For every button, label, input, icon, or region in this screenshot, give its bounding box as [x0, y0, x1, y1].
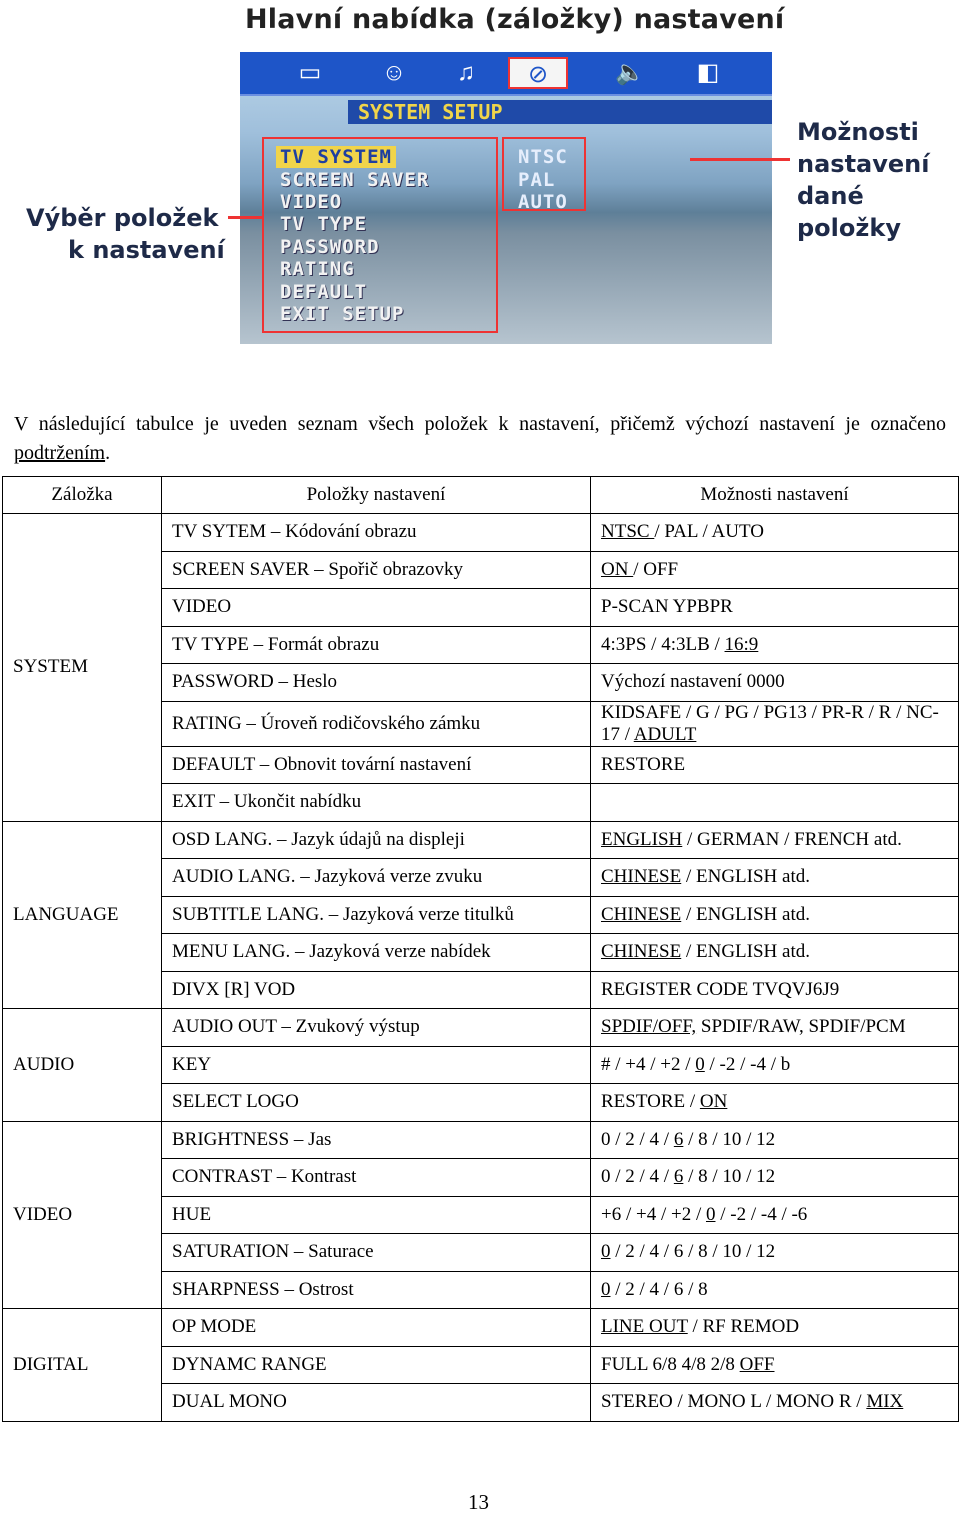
right-callout-line: nastavení [797, 150, 930, 178]
category-cell: DIGITAL [3, 1309, 162, 1422]
intro-text: V následující tabulce je uveden seznam všech položek k nastavení, přičemž výchozí nastavení je označeno [14, 413, 946, 435]
options-cell [591, 626, 959, 664]
table-row [3, 514, 959, 552]
item-cell: DYNAMC RANGE [162, 1346, 591, 1384]
table-header-row [3, 477, 959, 514]
default-option: CHINESE [601, 903, 682, 925]
option-text: FULL 6/8 4/8 2/8 [601, 1353, 740, 1375]
option-text: 4:3PS / 4:3LB / [601, 633, 725, 655]
right-callout-line: Možnosti [797, 118, 919, 146]
settings-table [2, 476, 959, 1422]
menu-item: EXIT SETUP [280, 303, 405, 325]
options-cell [591, 934, 959, 972]
default-option: CHINESE [601, 866, 682, 888]
options-cell [591, 1196, 959, 1234]
options-cell [591, 1121, 959, 1159]
category-cell: AUDIO [3, 1009, 162, 1122]
default-option: 0 [705, 1203, 716, 1225]
category-cell: LANGUAGE [3, 821, 162, 1009]
item-cell: TV TYPE – Formát obrazu [162, 626, 591, 664]
option-item: NTSC [518, 146, 568, 168]
option-text: / 2 / 4 / 6 / 8 [610, 1278, 708, 1300]
item-cell: EXIT – Ukončit nabídku [162, 784, 591, 822]
menu-item: TV SYSTEM [276, 146, 396, 168]
table-row [3, 1121, 959, 1159]
option-item: AUTO [518, 191, 568, 213]
table-row [3, 1309, 959, 1347]
default-option: 0 [601, 1278, 611, 1300]
category-cell: SYSTEM [3, 514, 162, 822]
option-text: +6 / +4 / +2 / [601, 1203, 706, 1225]
left-arrow [228, 216, 262, 219]
default-option: 16:9 [724, 633, 759, 655]
option-text: / 8 / 10 / 12 [683, 1128, 776, 1150]
item-cell: BRIGHTNESS – Jas [162, 1121, 591, 1159]
options-cell [591, 784, 959, 822]
item-cell: AUDIO OUT – Zvukový výstup [162, 1009, 591, 1047]
option-text: / ENGLISH atd. [681, 941, 810, 963]
default-option: 6 [673, 1166, 684, 1188]
default-option: OFF [739, 1353, 775, 1375]
item-cell: SHARPNESS – Ostrost [162, 1271, 591, 1309]
default-option: ON [699, 1091, 728, 1113]
item-cell: VIDEO [162, 589, 591, 627]
disc-icon: ⊘ [508, 57, 568, 89]
item-cell: KEY [162, 1046, 591, 1084]
option-text: SPDIF/RAW, SPDIF/PCM [696, 1016, 906, 1038]
menu-item: SCREEN SAVER [280, 169, 430, 191]
figure-title: Hlavní nabídka (záložky) nastavení [245, 4, 785, 35]
right-callout [797, 116, 929, 244]
menu-item: RATING [280, 258, 355, 280]
default-option: MIX [866, 1391, 904, 1413]
option-text: / 2 / 4 / 6 / 8 / 10 / 12 [610, 1241, 776, 1263]
table-row [3, 1009, 959, 1047]
option-text: RESTORE / [601, 1091, 700, 1113]
header-tab: Záložka [3, 477, 162, 514]
header-item: Položky nastavení [162, 477, 591, 514]
option-text: KIDSAFE / G / PG / PG13 / PR-R / R / NC-17 / [601, 701, 939, 745]
default-option: SPDIF/OFF, [601, 1016, 697, 1038]
option-text: RESTORE [601, 753, 686, 775]
option-text: # / +4 / +2 / [601, 1053, 696, 1075]
menu-item: TV TYPE [280, 213, 368, 235]
default-option: NTSC [601, 521, 655, 543]
osd-screenshot [240, 52, 772, 344]
default-option: ON [601, 558, 634, 580]
option-text: / -2 / -4 / -6 [715, 1203, 808, 1225]
item-cell: HUE [162, 1196, 591, 1234]
default-option: 0 [601, 1241, 611, 1263]
item-cell: DIVX [R] VOD [162, 971, 591, 1009]
menu-item: DEFAULT [280, 281, 368, 303]
right-callout-line: dané [797, 182, 864, 210]
options-cell [591, 1159, 959, 1197]
intro-underlined: podtržením [14, 442, 106, 464]
options-cell [591, 746, 959, 784]
setup-header: SYSTEM SETUP [348, 100, 772, 124]
speaker-icon: 🔈 [615, 60, 645, 86]
right-arrow [690, 158, 790, 161]
option-text: 0 / 2 / 4 / [601, 1128, 674, 1150]
item-cell: MENU LANG. – Jazyková verze nabídek [162, 934, 591, 972]
option-text: / PAL / AUTO [654, 521, 764, 543]
item-cell: CONTRAST – Kontrast [162, 1159, 591, 1197]
options-cell [591, 551, 959, 589]
item-cell: SELECT LOGO [162, 1084, 591, 1122]
item-cell: OSD LANG. – Jazyk údajů na displeji [162, 821, 591, 859]
table-row [3, 821, 959, 859]
options-cell [591, 1009, 959, 1047]
header-options: Možnosti nastavení [591, 477, 959, 514]
default-option: 6 [673, 1128, 684, 1150]
option-text: P-SCAN YPBPR [601, 596, 733, 618]
item-cell: PASSWORD – Heslo [162, 664, 591, 702]
option-text: Výchozí nastavení 0000 [601, 671, 785, 693]
intro-end: . [105, 442, 111, 464]
options-cell [591, 514, 959, 552]
left-callout [26, 202, 225, 266]
item-cell: AUDIO LANG. – Jazyková verze zvuku [162, 859, 591, 897]
option-text: / OFF [633, 558, 679, 580]
options-cell [591, 701, 959, 746]
item-cell: SUBTITLE LANG. – Jazyková verze titulků [162, 896, 591, 934]
default-option: ENGLISH [601, 828, 683, 850]
item-cell: TV SYTEM – Kódování obrazu [162, 514, 591, 552]
table-body [3, 514, 959, 1422]
option-text: / RF REMOD [687, 1316, 800, 1338]
options-cell [591, 1384, 959, 1422]
category-cell: VIDEO [3, 1121, 162, 1309]
option-text: REGISTER CODE TVQVJ6J9 [601, 978, 840, 1000]
option-text: / 8 / 10 / 12 [683, 1166, 776, 1188]
option-item: PAL [518, 169, 556, 191]
options-cell [591, 1234, 959, 1272]
default-option: ADULT [633, 723, 697, 745]
music-icon: ♫ [457, 60, 475, 86]
default-option: LINE OUT [601, 1316, 688, 1338]
tab-bar [240, 52, 772, 96]
option-text: STEREO / MONO L / MONO R / [601, 1391, 867, 1413]
left-callout-line: Výběr položek [26, 204, 219, 232]
left-callout-line: k nastavení [68, 236, 225, 264]
item-cell: SCREEN SAVER – Spořič obrazovky [162, 551, 591, 589]
options-cell [591, 1084, 959, 1122]
options-cell [591, 589, 959, 627]
options-cell [591, 1346, 959, 1384]
default-option: CHINESE [601, 941, 682, 963]
item-cell: DUAL MONO [162, 1384, 591, 1422]
option-text: / ENGLISH atd. [681, 866, 810, 888]
options-cell [591, 1271, 959, 1309]
options-cell [591, 859, 959, 897]
intro-paragraph [14, 410, 946, 468]
option-text: / -2 / -4 / b [704, 1053, 791, 1075]
monitor-icon: ▭ [298, 60, 322, 86]
right-callout-line: položky [797, 214, 901, 242]
option-text: 0 / 2 / 4 / [601, 1166, 674, 1188]
options-cell [591, 1046, 959, 1084]
menu-item: VIDEO [280, 191, 343, 213]
options-cell [591, 821, 959, 859]
options-cell [591, 664, 959, 702]
page-number: 13 [468, 1490, 489, 1514]
default-option: 0 [695, 1053, 705, 1075]
people-icon: ☺ [381, 60, 407, 86]
options-cell [591, 1309, 959, 1347]
item-cell: SATURATION – Saturace [162, 1234, 591, 1272]
item-cell: RATING – Úroveň rodičovského zámku [162, 701, 591, 746]
options-cell [591, 971, 959, 1009]
dolby-icon: ◧ [696, 60, 720, 86]
options-cell [591, 896, 959, 934]
item-cell: DEFAULT – Obnovit tovární nastavení [162, 746, 591, 784]
item-cell: OP MODE [162, 1309, 591, 1347]
menu-item: PASSWORD [280, 236, 380, 258]
option-text: / GERMAN / FRENCH atd. [682, 828, 902, 850]
option-text: / ENGLISH atd. [681, 903, 810, 925]
